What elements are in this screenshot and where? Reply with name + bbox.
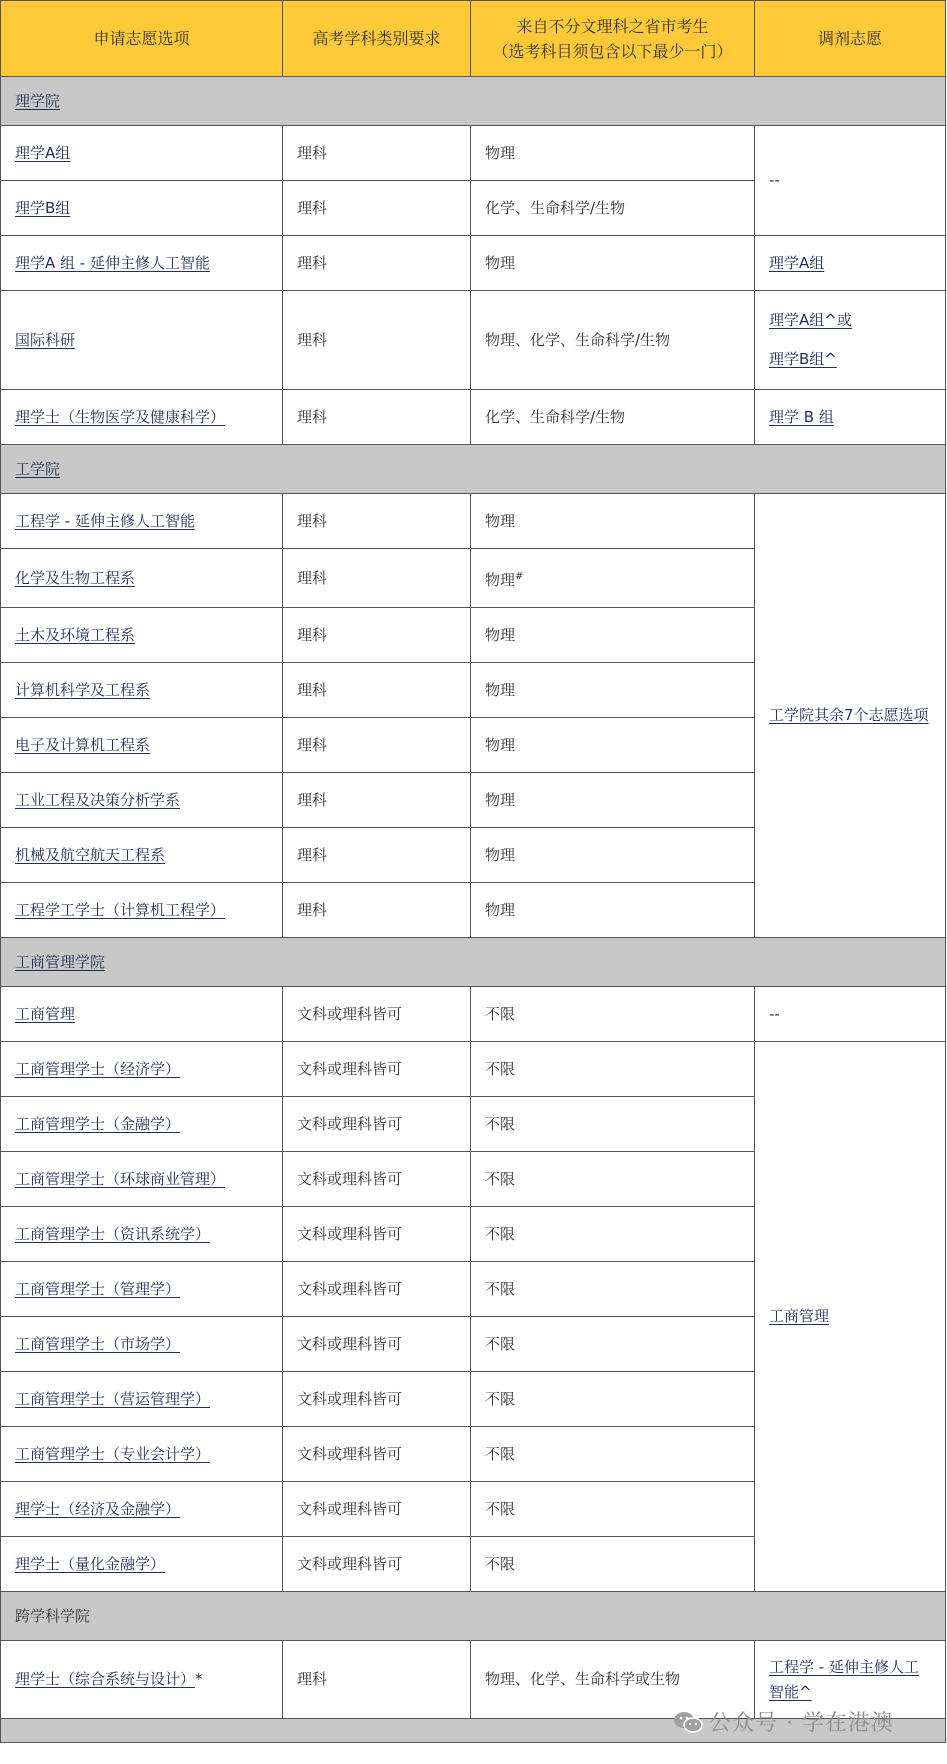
- subjects-text: 不限: [485, 1389, 516, 1408]
- subjects-cell: [471, 390, 755, 445]
- subjects-text: 不限: [485, 1554, 516, 1573]
- alternate-link[interactable]: 理学B组^: [769, 350, 837, 368]
- subjects-text: 不限: [485, 1279, 516, 1298]
- requirement-cell: [283, 1372, 471, 1427]
- alternate-cell: [755, 126, 946, 236]
- subjects-cell: [471, 828, 755, 883]
- requirement-text: 理科: [297, 568, 328, 587]
- program-cell: [1, 1482, 283, 1537]
- subjects-cell: [471, 1317, 755, 1372]
- requirement-text: 理科: [297, 143, 328, 162]
- requirement-cell: [283, 828, 471, 883]
- requirement-cell: [283, 663, 471, 718]
- program-link[interactable]: 工商管理学士（管理学）: [15, 1279, 181, 1298]
- table-row: [1, 1042, 946, 1097]
- requirement-text: 文科或理科皆可: [297, 1279, 403, 1298]
- program-link[interactable]: 工商管理: [15, 1004, 76, 1023]
- section-cell: [1, 77, 946, 126]
- subjects-text: 物理、化学、生命科学/生物: [485, 330, 671, 349]
- requirement-text: 理科: [297, 330, 328, 349]
- requirement-text: 文科或理科皆可: [297, 1224, 403, 1243]
- subjects-cell: [471, 126, 755, 181]
- table-row: [1, 291, 946, 390]
- program-link[interactable]: 工商管理学士（资讯系统学）: [15, 1224, 211, 1243]
- requirement-cell: [283, 1262, 471, 1317]
- program-cell: [1, 608, 283, 663]
- requirement-cell: [283, 291, 471, 390]
- section-title: 跨学科学院: [15, 1606, 91, 1625]
- program-cell: [1, 1042, 283, 1097]
- requirement-text: 理科: [297, 1670, 328, 1688]
- program-link[interactable]: 工商管理学士（环球商业管理）: [15, 1169, 226, 1188]
- requirement-cell: [283, 126, 471, 181]
- subjects-cell: [471, 236, 755, 291]
- program-link[interactable]: 电子及计算机工程系: [15, 735, 151, 754]
- subjects-note-marker: #: [515, 570, 524, 582]
- program-cell: [1, 663, 283, 718]
- program-link[interactable]: 土木及环境工程系: [15, 625, 136, 644]
- subjects-cell: [471, 773, 755, 828]
- program-link[interactable]: 工商管理学士（营运管理学）: [15, 1389, 211, 1408]
- requirement-cell: [283, 1641, 471, 1719]
- program-link[interactable]: 计算机科学及工程系: [15, 680, 151, 699]
- subjects-text: 不限: [485, 1114, 516, 1133]
- subjects-text: 化学、生命科学/生物: [485, 198, 626, 217]
- program-link[interactable]: 理学A 组 - 延伸主修人工智能: [15, 253, 210, 272]
- alternate-text: --: [769, 171, 780, 189]
- alternate-cell: [755, 291, 946, 390]
- header-alternate-choice: 调剂志愿: [755, 1, 946, 77]
- program-link[interactable]: 理学士（综合系统与设计）: [15, 1670, 196, 1688]
- table-body: [1, 77, 946, 1743]
- subjects-text: 物理: [485, 790, 516, 809]
- subjects-cell: [471, 987, 755, 1042]
- requirement-cell: [283, 773, 471, 828]
- requirement-text: 文科或理科皆可: [297, 1444, 403, 1463]
- requirement-cell: [283, 1427, 471, 1482]
- alternate-cell: [755, 494, 946, 938]
- requirement-text: 文科或理科皆可: [297, 1554, 403, 1573]
- alternate-line: [769, 308, 931, 333]
- section-title[interactable]: 工学院: [15, 459, 61, 478]
- requirement-cell: [283, 1207, 471, 1262]
- program-link[interactable]: 化学及生物工程系: [15, 568, 136, 587]
- program-cell: [1, 828, 283, 883]
- requirement-text: 文科或理科皆可: [297, 1499, 403, 1518]
- requirement-text: 文科或理科皆可: [297, 1114, 403, 1133]
- header-subject-category: 高考学科类别要求: [283, 1, 471, 77]
- requirement-cell: [283, 549, 471, 608]
- subjects-cell: [471, 181, 755, 236]
- subjects-cell: [471, 1537, 755, 1592]
- table-header-row: [1, 1, 946, 77]
- program-link[interactable]: 理学B组: [15, 198, 71, 217]
- requirement-text: 理科: [297, 680, 328, 699]
- subjects-text: 不限: [485, 1444, 516, 1463]
- requirement-text: 理科: [297, 790, 328, 809]
- subjects-cell: [471, 663, 755, 718]
- program-link[interactable]: 工程学 - 延伸主修人工智能: [15, 511, 195, 530]
- subjects-text: 化学、生命科学/生物: [485, 407, 626, 426]
- section-row: [1, 77, 946, 126]
- subjects-cell: [471, 718, 755, 773]
- program-cell: [1, 549, 283, 608]
- watermark-text: 公众号 · 学在港澳: [709, 1711, 894, 1736]
- requirement-cell: [283, 608, 471, 663]
- subjects-cell: [471, 291, 755, 390]
- table-row: [1, 987, 946, 1042]
- subjects-text: 物理、化学、生命科学或生物: [485, 1670, 681, 1688]
- program-cell: [1, 1317, 283, 1372]
- alternate-link[interactable]: 理学 B 组: [769, 407, 834, 426]
- subjects-cell: [471, 1097, 755, 1152]
- subjects-text: 物理: [485, 625, 516, 644]
- subjects-cell: [471, 608, 755, 663]
- subjects-cell: [471, 1152, 755, 1207]
- subjects-text: 物理: [485, 143, 516, 162]
- program-cell: [1, 1207, 283, 1262]
- requirement-cell: [283, 883, 471, 938]
- subjects-text: 物理: [485, 735, 516, 754]
- requirement-cell: [283, 1042, 471, 1097]
- program-cell: [1, 987, 283, 1042]
- program-cell: [1, 1537, 283, 1592]
- table-row: [1, 126, 946, 181]
- program-note-marker: *: [195, 1670, 203, 1688]
- subjects-cell: [471, 494, 755, 549]
- subjects-cell: [471, 1262, 755, 1317]
- alternate-link[interactable]: 理学A组^或: [769, 311, 852, 329]
- program-link[interactable]: 工业工程及决策分析学系: [15, 790, 181, 809]
- section-title[interactable]: 工商管理学院: [15, 952, 106, 971]
- subjects-cell: [471, 1641, 755, 1719]
- program-link[interactable]: 工商管理学士（经济学）: [15, 1059, 181, 1078]
- subjects-text: 不限: [485, 1059, 516, 1078]
- requirement-text: 理科: [297, 407, 328, 426]
- program-link[interactable]: 理学士（经济及金融学）: [15, 1499, 181, 1518]
- section-row: [1, 938, 946, 987]
- alternate-line: [769, 347, 931, 372]
- subjects-text: 物理: [485, 845, 516, 864]
- program-cell: [1, 1427, 283, 1482]
- header-program-option: 申请志愿选项: [1, 1, 283, 77]
- section-row: [1, 445, 946, 494]
- program-cell: [1, 236, 283, 291]
- table-row: [1, 494, 946, 549]
- program-link[interactable]: 工程学工学士（计算机工程学）: [15, 900, 226, 919]
- alternate-cell: [755, 236, 946, 291]
- alternate-cell: [755, 987, 946, 1042]
- header-elective-line2: （选考科目须包含以下最少一门）: [492, 41, 733, 61]
- requirement-text: 理科: [297, 845, 328, 864]
- alternate-link[interactable]: 理学A组: [769, 253, 825, 272]
- program-cell: [1, 494, 283, 549]
- requirement-cell: [283, 1152, 471, 1207]
- program-cell: [1, 1097, 283, 1152]
- requirement-cell: [283, 718, 471, 773]
- requirement-cell: [283, 494, 471, 549]
- requirement-text: 文科或理科皆可: [297, 1169, 403, 1188]
- program-cell: [1, 773, 283, 828]
- alternate-cell: [755, 1641, 946, 1719]
- requirement-text: 文科或理科皆可: [297, 1334, 403, 1353]
- subjects-cell: [471, 1427, 755, 1482]
- program-link[interactable]: 理学士（量化金融学）: [15, 1554, 166, 1573]
- subjects-cell: [471, 549, 755, 608]
- requirement-cell: [283, 1097, 471, 1152]
- requirement-cell: [283, 236, 471, 291]
- program-link[interactable]: 理学A组: [15, 143, 71, 162]
- requirement-text: 理科: [297, 625, 328, 644]
- section-row: [1, 1592, 946, 1641]
- program-cell: [1, 181, 283, 236]
- section-cell: [1, 1719, 946, 1743]
- subjects-cell: [471, 1207, 755, 1262]
- table-row: [1, 390, 946, 445]
- program-cell: [1, 291, 283, 390]
- subjects-cell: [471, 883, 755, 938]
- requirement-cell: [283, 390, 471, 445]
- program-cell: [1, 1641, 283, 1719]
- program-cell: [1, 1372, 283, 1427]
- alternate-link[interactable]: 工商管理: [769, 1307, 830, 1325]
- requirement-text: 文科或理科皆可: [297, 1389, 403, 1408]
- subjects-text: 物理: [485, 570, 516, 589]
- requirement-text: 理科: [297, 253, 328, 272]
- subjects-cell: [471, 1482, 755, 1537]
- requirement-cell: [283, 987, 471, 1042]
- program-link[interactable]: 国际科研: [15, 330, 76, 349]
- program-link[interactable]: 工商管理学士（市场学）: [15, 1334, 181, 1353]
- alternate-text: --: [769, 1004, 780, 1023]
- requirement-cell: [283, 1537, 471, 1592]
- requirement-cell: [283, 1482, 471, 1537]
- subjects-text: 物理: [485, 253, 516, 272]
- section-cell: [1, 1592, 946, 1641]
- section-row: [1, 1719, 946, 1743]
- requirement-text: 理科: [297, 900, 328, 919]
- program-link[interactable]: 理学士（生物医学及健康科学）: [15, 407, 226, 426]
- subjects-text: 不限: [485, 1169, 516, 1188]
- table-row: [1, 1641, 946, 1719]
- subjects-cell: [471, 1372, 755, 1427]
- subjects-cell: [471, 1042, 755, 1097]
- alternate-cell: [755, 1042, 946, 1592]
- subjects-text: 物理: [485, 680, 516, 699]
- requirement-cell: [283, 1317, 471, 1372]
- program-link[interactable]: 工商管理学士（金融学）: [15, 1114, 181, 1133]
- requirement-text: 理科: [297, 735, 328, 754]
- section-title[interactable]: 理学院: [15, 91, 61, 110]
- subjects-text: 物理: [485, 511, 516, 530]
- program-cell: [1, 718, 283, 773]
- program-cell: [1, 126, 283, 181]
- alternate-link[interactable]: 工程学 - 延伸主修人工智能^: [769, 1657, 919, 1701]
- alternate-link[interactable]: 工学院其余7个志愿选项: [769, 706, 929, 724]
- subjects-text: 不限: [485, 1004, 516, 1023]
- subjects-text: 不限: [485, 1499, 516, 1518]
- requirement-text: 理科: [297, 511, 328, 530]
- header-elective-line1: 来自不分文理科之省市考生: [516, 16, 709, 36]
- requirement-text: 文科或理科皆可: [297, 1004, 403, 1023]
- requirement-cell: [283, 181, 471, 236]
- requirement-text: 文科或理科皆可: [297, 1059, 403, 1078]
- program-cell: [1, 883, 283, 938]
- program-cell: [1, 1262, 283, 1317]
- program-cell: [1, 1152, 283, 1207]
- subjects-text: 物理: [485, 900, 516, 919]
- program-cell: [1, 390, 283, 445]
- subjects-text: 不限: [485, 1334, 516, 1353]
- subjects-text: 不限: [485, 1224, 516, 1243]
- alternate-cell: [755, 390, 946, 445]
- section-cell: [1, 938, 946, 987]
- requirement-text: 理科: [297, 198, 328, 217]
- program-link[interactable]: 机械及航空航天工程系: [15, 845, 166, 864]
- program-link[interactable]: 工商管理学士（专业会计学）: [15, 1444, 211, 1463]
- header-elective-subjects: [471, 1, 755, 77]
- section-cell: [1, 445, 946, 494]
- table-row: [1, 236, 946, 291]
